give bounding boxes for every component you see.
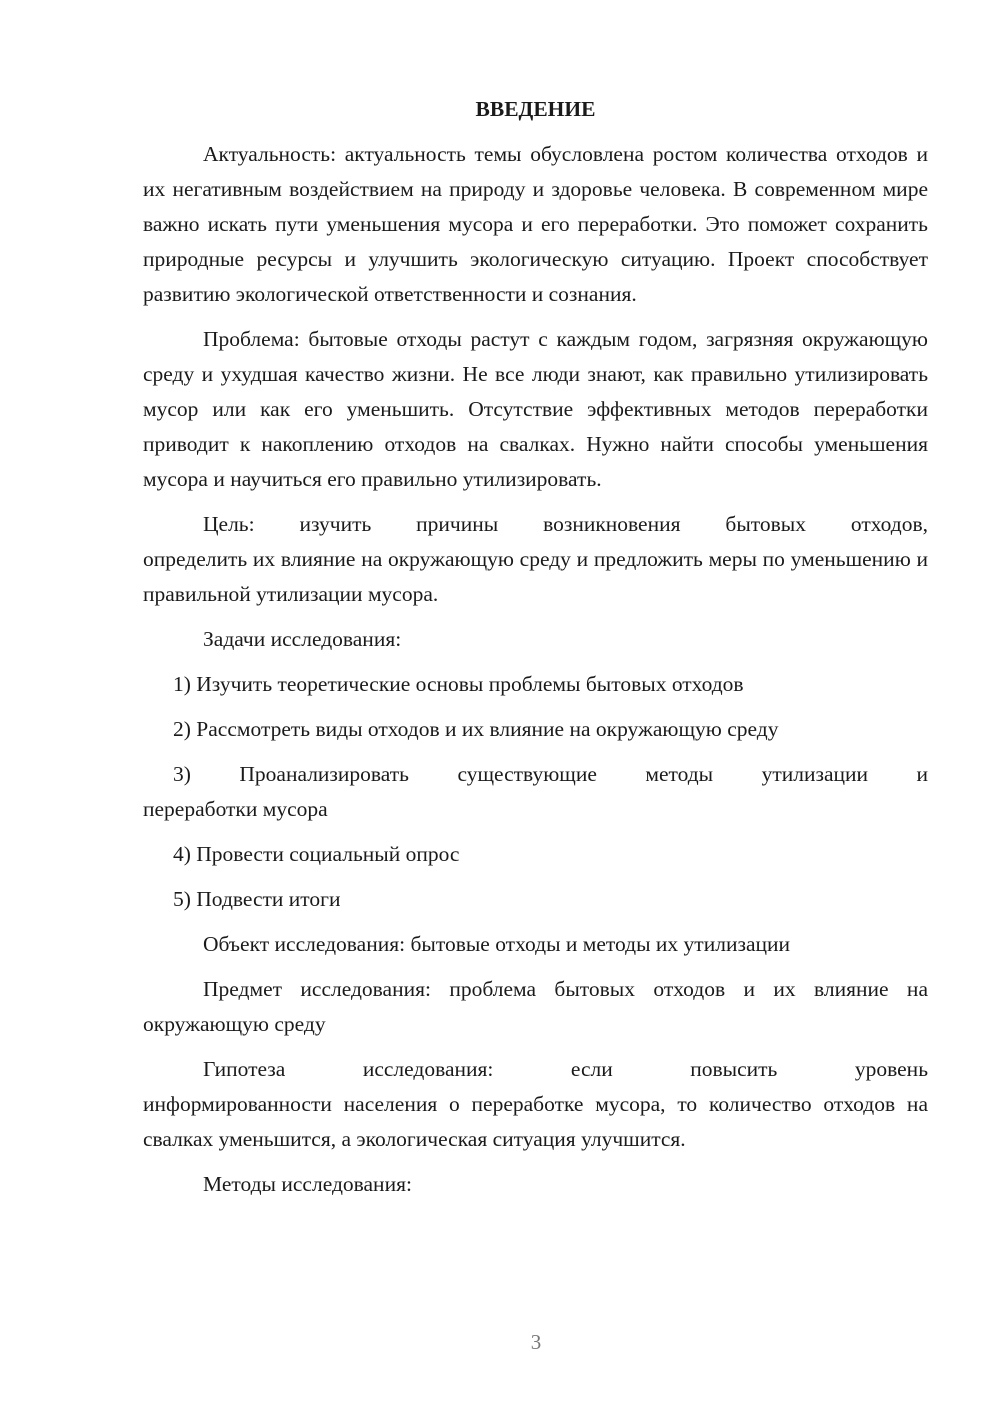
goal-rest: определить их влияние на окружающую среду и предложить меры по уменьшению и правильной утилизации мусора. xyxy=(143,547,928,606)
goal-paragraph xyxy=(143,507,928,612)
problem-paragraph: Проблема: бытовые отходы растут с каждым годом, загрязняя окружающую среду и ухудшая качество жизни. Не все люди знают, как правильно утилизировать мусор или как его уменьшить. Отсутствие эффективных методов переработки приводит к накоплению отходов на свалках. Нужно найти способы уменьшения мусора и научиться его правильно утилизировать. xyxy=(143,327,928,491)
goal-first-line: Цель: изучить причины возникновения бытовых отходов, xyxy=(203,512,928,536)
relevance-paragraph: Актуальность: актуальность темы обусловлена ростом количества отходов и их негативным воздействием на природу и здоровье человека. В современном мире важно искать пути уменьшения мусора и его переработки. Это поможет сохранить природные ресурсы и улучшить экологическую ситуацию. Проект способствует развитию экологической ответственности и сознания. xyxy=(143,142,928,306)
task-item-1: 1) Изучить теоретические основы проблемы бытовых отходов xyxy=(173,672,744,696)
tasks-heading: Задачи исследования: xyxy=(203,627,402,651)
task-item-3-line1: 3) Проанализировать существующие методы утилизации и xyxy=(173,762,928,786)
task-item-4: 4) Провести социальный опрос xyxy=(173,842,460,866)
task-item-5: 5) Подвести итоги xyxy=(173,887,341,911)
task-item-3 xyxy=(143,757,928,827)
document-page xyxy=(143,92,928,1212)
methods-heading: Методы исследования: xyxy=(203,1172,412,1196)
task-item-2: 2) Рассмотреть виды отходов и их влияние на окружающую среду xyxy=(173,717,779,741)
hypothesis-first-line: Гипотеза исследования: если повысить уровень xyxy=(203,1057,928,1081)
subject-paragraph: Предмет исследования: проблема бытовых отходов и их влияние на окружающую среду xyxy=(143,977,928,1036)
section-title: ВВЕДЕНИЕ xyxy=(475,97,596,121)
hypothesis-rest: информированности населения о переработке мусора, то количество отходов на свалках уменьшится, а экологическая ситуация улучшится. xyxy=(143,1092,928,1151)
task-item-3-line2: переработки мусора xyxy=(143,797,328,821)
object-paragraph: Объект исследования: бытовые отходы и методы их утилизации xyxy=(203,932,790,956)
page-number: 3 xyxy=(530,1330,542,1354)
hypothesis-paragraph xyxy=(143,1052,928,1157)
